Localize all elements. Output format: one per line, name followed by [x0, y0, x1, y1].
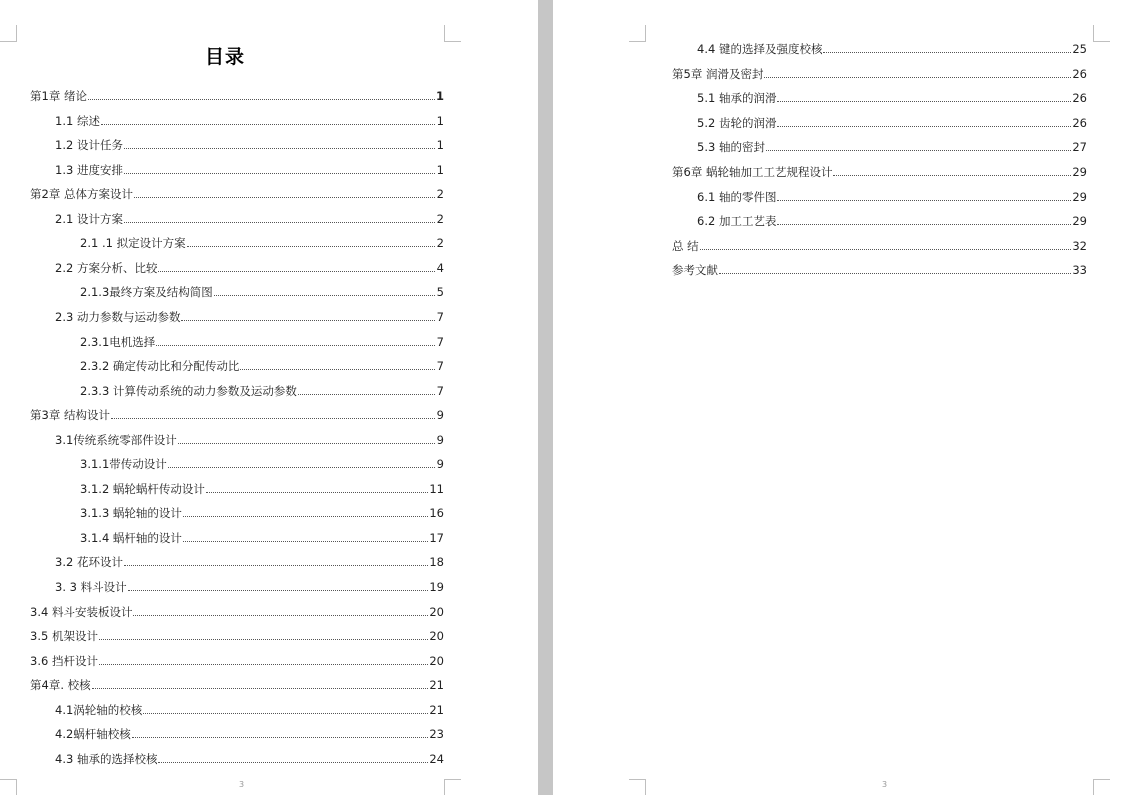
toc-entry[interactable]	[80, 480, 444, 496]
dot-leader	[132, 737, 429, 738]
toc-entry-page-number: 26	[1072, 115, 1087, 130]
toc-entry-label: 2.1 设计方案	[55, 211, 123, 226]
toc-entry-label: 第2章 总体方案设计	[30, 187, 133, 202]
toc-title: 目录	[204, 46, 245, 68]
toc-entry[interactable]	[697, 114, 1087, 130]
toc-entry[interactable]	[30, 627, 444, 643]
toc-entry-label: 3.1.4 蜗杆轴的设计	[80, 530, 182, 545]
toc-entry-page-number: 7	[436, 359, 444, 374]
corner-mark	[629, 779, 646, 795]
toc-entry-label: 6.1 轴的零件图	[697, 189, 777, 204]
right-page	[553, 0, 1124, 795]
toc-entry-page-number: 18	[429, 555, 444, 570]
dot-leader	[111, 418, 435, 419]
toc-entry[interactable]	[80, 529, 444, 545]
toc-entry-page-number: 26	[1072, 66, 1087, 81]
page-gutter	[538, 0, 553, 795]
toc-entry-page-number: 19	[429, 580, 444, 594]
toc-entry[interactable]	[30, 652, 444, 668]
dot-leader	[187, 246, 435, 247]
toc-entry[interactable]	[55, 112, 444, 128]
toc-entry[interactable]	[80, 357, 444, 373]
dot-leader	[823, 52, 1071, 53]
corner-mark	[0, 779, 17, 795]
toc-entry-page-number: 21	[429, 702, 444, 717]
corner-mark	[629, 25, 646, 42]
toc-entry-page-number: 2	[436, 187, 444, 202]
toc-entry-page-number: 16	[429, 506, 444, 521]
corner-mark	[1093, 779, 1110, 795]
toc-entry[interactable]	[80, 234, 444, 250]
dot-leader	[158, 271, 435, 272]
dot-leader	[777, 200, 1071, 201]
toc-entry[interactable]	[80, 382, 444, 398]
toc-entry[interactable]	[672, 65, 1087, 81]
toc-entry[interactable]	[30, 185, 444, 201]
toc-entry-page-number: 33	[1072, 263, 1087, 278]
toc-entry-label: 3.5 机架设计	[30, 629, 98, 644]
dot-leader	[99, 639, 428, 640]
toc-entry-label: 第6章 蜗轮轴加工工艺规程设计	[672, 165, 833, 179]
toc-entry-label: 第3章 结构设计	[30, 408, 110, 423]
toc-entry-label: 2.3.2 确定传动比和分配传动比	[80, 359, 240, 374]
toc-entry-page-number: 23	[429, 727, 444, 742]
toc-entry-page-number: 27	[1072, 140, 1087, 155]
toc-entry-page-number: 1	[435, 89, 444, 103]
toc-entry[interactable]	[30, 603, 444, 619]
toc-entry-label: 3.1.1带传动设计	[80, 457, 167, 472]
toc-entry-label: 3.1.3 蜗轮轴的设计	[80, 506, 182, 521]
dot-leader	[128, 590, 429, 591]
dot-leader	[764, 77, 1071, 78]
toc-entry-label: 2.3.1电机选择	[80, 334, 156, 349]
toc-entry-page-number: 24	[429, 751, 444, 766]
dot-leader	[124, 173, 435, 174]
dot-leader	[183, 516, 428, 517]
corner-mark	[1093, 25, 1110, 42]
dot-leader	[156, 345, 435, 346]
dot-leader	[298, 394, 435, 395]
toc-entry-page-number: 5	[436, 285, 444, 300]
dot-leader	[178, 443, 435, 444]
corner-mark	[0, 25, 17, 42]
toc-entry-page-number: 29	[1072, 165, 1087, 179]
toc-entry[interactable]	[697, 138, 1087, 154]
toc-entry-label: 4.3 轴承的选择校核	[55, 751, 158, 766]
toc-entry[interactable]	[80, 333, 444, 349]
dot-leader	[143, 713, 428, 714]
toc-entry-page-number: 29	[1072, 214, 1087, 229]
corner-mark	[444, 779, 461, 795]
dot-leader	[92, 688, 429, 689]
toc-entry-page-number: 1	[436, 113, 444, 128]
toc-entry-page-number: 17	[429, 530, 444, 545]
dot-leader	[777, 224, 1071, 225]
dot-leader	[124, 222, 435, 223]
toc-entry[interactable]	[30, 87, 444, 103]
toc-entry[interactable]	[697, 40, 1087, 56]
toc-entry[interactable]	[697, 89, 1087, 105]
dot-leader	[133, 615, 428, 616]
toc-entry[interactable]	[55, 431, 444, 447]
toc-entry-page-number: 9	[436, 408, 444, 423]
toc-entry[interactable]	[55, 725, 444, 741]
toc-entry[interactable]	[80, 455, 444, 471]
toc-entry-page-number: 9	[436, 432, 444, 447]
toc-entry-page-number: 21	[429, 678, 444, 693]
toc-entry-label: 4.4 键的选择及强度校核	[697, 42, 823, 56]
toc-entry[interactable]	[55, 553, 444, 569]
toc-entry-label: 2.2 方案分析、比较	[55, 260, 158, 275]
toc-entry[interactable]	[55, 161, 444, 177]
toc-entry-page-number: 7	[436, 309, 444, 324]
toc-entry-label: 2.1 .1 拟定设计方案	[80, 236, 186, 251]
toc-entry[interactable]	[55, 259, 444, 275]
toc-entry-label: 4.2蜗杆轴校核	[55, 727, 131, 742]
toc-entry[interactable]	[672, 261, 1087, 277]
toc-entry[interactable]	[672, 237, 1087, 253]
toc-entry-label: 3.6 挡杆设计	[30, 653, 98, 668]
dot-leader	[99, 664, 428, 665]
toc-entry-page-number: 20	[429, 653, 444, 668]
toc-entry-label: 3.1.2 蜗轮蜗杆传动设计	[80, 481, 205, 496]
toc-entry-label: 第4章. 校核	[30, 678, 91, 693]
toc-entry-label: 3.1传统系统零部件设计	[55, 432, 177, 447]
toc-entry[interactable]	[55, 578, 444, 594]
toc-entry[interactable]	[80, 283, 444, 299]
toc-entry-page-number: 25	[1072, 42, 1087, 56]
dot-leader	[168, 467, 435, 468]
toc-entry[interactable]	[55, 701, 444, 717]
corner-mark	[444, 25, 461, 42]
toc-entry-label: 参考文献	[672, 263, 718, 278]
toc-entry-page-number: 20	[429, 604, 444, 619]
toc-entry-label: 2.3 动力参数与运动参数	[55, 309, 181, 324]
toc-entry-label: 5.3 轴的密封	[697, 140, 765, 155]
toc-entry-page-number: 7	[436, 334, 444, 349]
toc-entry[interactable]	[30, 406, 444, 422]
dot-leader	[124, 148, 435, 149]
toc-entry-label: 第5章 润滑及密封	[672, 66, 764, 81]
dot-leader	[777, 101, 1071, 102]
toc-entry-page-number: 1	[436, 138, 444, 153]
dot-leader	[88, 99, 435, 100]
toc-entry[interactable]	[697, 188, 1087, 204]
dot-leader	[833, 175, 1071, 176]
toc-entry-label: 6.2 加工工艺表	[697, 214, 777, 229]
dot-leader	[101, 124, 435, 125]
dot-leader	[700, 249, 1072, 250]
toc-entry-label: 3.2 花环设计	[55, 555, 123, 570]
toc-entry-label: 1.2 设计任务	[55, 138, 123, 153]
toc-entry-page-number: 32	[1072, 238, 1087, 253]
toc-entry-page-number: 2	[436, 236, 444, 251]
toc-entry-page-number: 26	[1072, 91, 1087, 106]
toc-entry-page-number: 20	[429, 629, 444, 644]
toc-entry[interactable]	[80, 504, 444, 520]
left-page	[0, 0, 538, 795]
page-number: 3	[882, 780, 888, 789]
toc-entry-label: 1.1 综述	[55, 113, 100, 128]
dot-leader	[766, 150, 1071, 151]
toc-entry-label: 3.4 料斗安装板设计	[30, 604, 133, 619]
toc-entry-page-number: 1	[436, 162, 444, 177]
toc-entry[interactable]	[672, 163, 1087, 179]
page-number: 3	[239, 780, 245, 789]
toc-entry-label: 第1章 绪论	[30, 89, 87, 103]
toc-entry[interactable]	[55, 210, 444, 226]
toc-entry-label: 5.1 轴承的润滑	[697, 91, 777, 106]
dot-leader	[124, 565, 428, 566]
dot-leader	[181, 320, 435, 321]
toc-entry-label: 4.1涡轮轴的校核	[55, 702, 143, 717]
toc-entry-label: 2.3.3 计算传动系统的动力参数及运动参数	[80, 383, 297, 398]
toc-entry-page-number: 7	[436, 383, 444, 398]
toc-entry-page-number: 11	[429, 481, 444, 496]
toc-entry-page-number: 2	[436, 211, 444, 226]
toc-entry-page-number: 9	[436, 457, 444, 472]
toc-entry-label: 2.1.3最终方案及结构简图	[80, 285, 213, 300]
toc-entry[interactable]	[55, 308, 444, 324]
dot-leader	[158, 762, 428, 763]
dot-leader	[206, 492, 428, 493]
toc-entry[interactable]	[55, 750, 444, 766]
toc-entry-label: 5.2 齿轮的润滑	[697, 115, 777, 130]
toc-entry-page-number: 29	[1072, 189, 1087, 204]
dot-leader	[719, 273, 1071, 274]
dot-leader	[134, 197, 435, 198]
toc-entry[interactable]	[55, 136, 444, 152]
dot-leader	[240, 369, 435, 370]
toc-entry-page-number: 4	[436, 260, 444, 275]
toc-entry-label: 1.3 进度安排	[55, 162, 123, 177]
toc-entry[interactable]	[30, 676, 444, 692]
toc-entry[interactable]	[697, 212, 1087, 228]
dot-leader	[183, 541, 428, 542]
dot-leader	[777, 126, 1071, 127]
toc-entry-label: 3. 3 料斗设计	[55, 580, 127, 594]
toc-entry-label: 总 结	[672, 238, 699, 253]
dot-leader	[214, 295, 435, 296]
